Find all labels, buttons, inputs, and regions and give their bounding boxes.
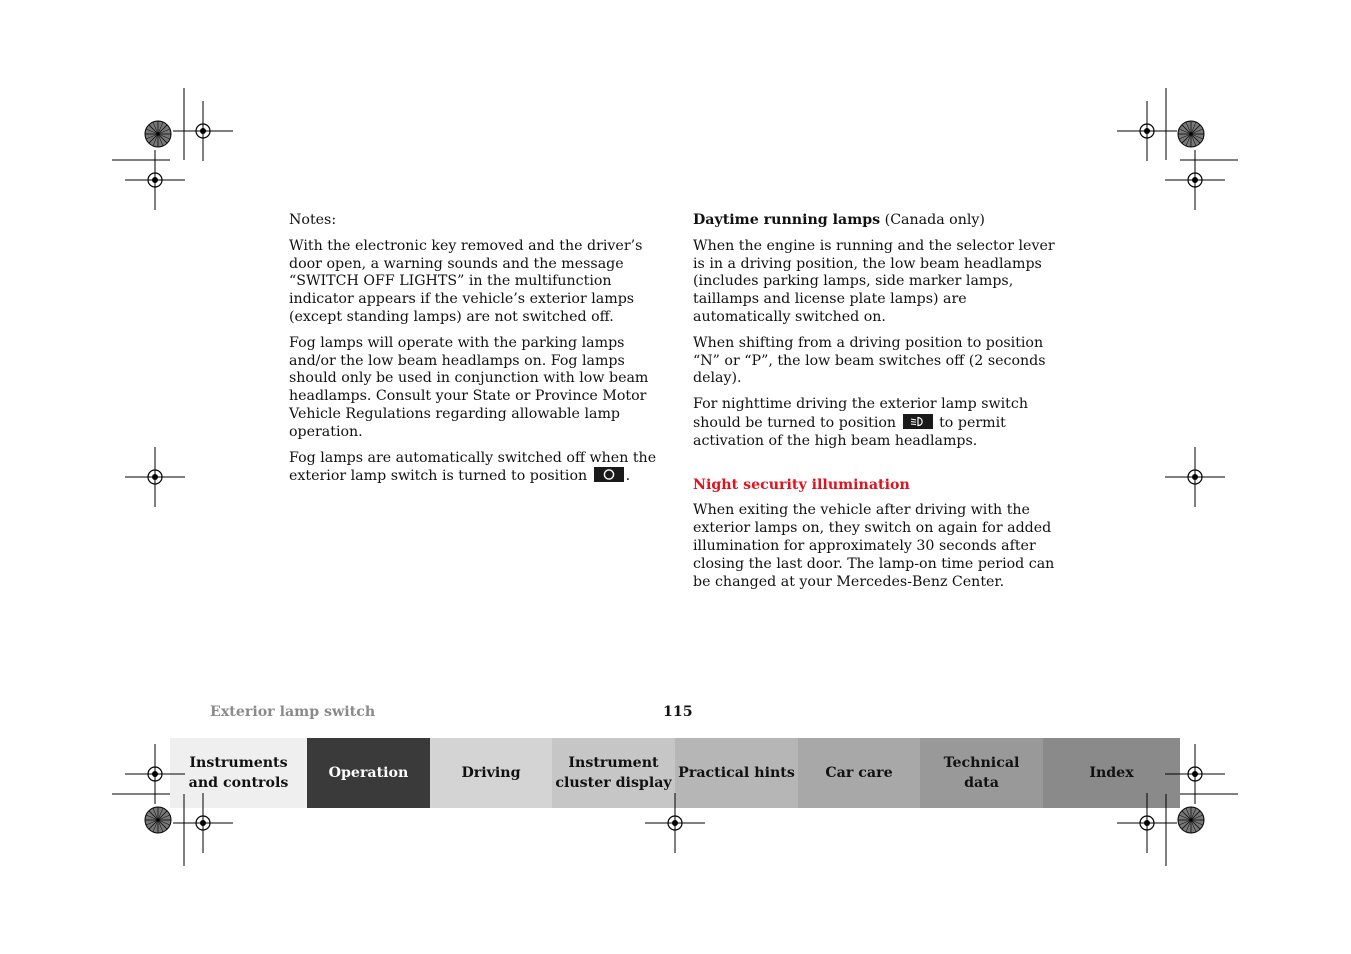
note-fog-lamps-operation: Fog lamps will operate with the parking lamps and/or the low beam headlamps on. Fog lamps should only be used in conjunction with low beam headlamps. Consult your State or Province Motor Vehicle Regulations regarding allowable lamp operation. [289,334,649,440]
drl-shift-description: When shifting from a driving position to position “N” or “P”, the low beam switches off (2 seconds delay). [693,334,1046,387]
drl-nighttime-end: to permit activation of the high beam headlamps. [693,414,1006,449]
drl-nighttime-text: For nighttime driving the exterior lamp switch should be turned to position [693,396,1028,431]
tab-driving[interactable]: Driving [430,738,552,808]
drl-qualifier: (Canada only) [880,212,985,228]
note-fog-lamps-off-end: . [625,468,631,485]
tab-instruments-and-controls[interactable]: Instruments and controls [170,738,307,808]
note-fog-lamps-off-text: Fog lamps are automatically switched off when the exterior lamp switch is turned to position [289,449,657,485]
drl-description: When the engine is running and the selector lever is in a driving position, the low beam headlamps (includes parking lamps, side marker lamps, taillamps and license plate lamps) are automatically switched on. [693,237,1055,325]
section-title: Exterior lamp switch [210,704,376,720]
notes-label: Notes: [289,212,337,228]
tab-operation[interactable]: Operation [307,738,430,808]
page-number: 115 [663,704,693,720]
tab-index[interactable]: Index [1043,738,1180,808]
night-security-heading: Night security illumination [693,476,910,493]
night-security-description: When exiting the vehicle after driving with the exterior lamps on, they switch on again for added illumination for approximately 30 seconds after closing the last door. The lamp-on time period can be changed at your Mercedes-Benz Center. [693,502,1055,590]
tab-practical-hints[interactable]: Practical hints [675,738,798,808]
tab-instrument-cluster-display[interactable]: Instrument cluster display [552,738,675,808]
tab-technical-data[interactable]: Technical data [920,738,1043,808]
tab-car-care[interactable]: Car care [798,738,920,808]
note-key-removed: With the electronic key removed and the driver’s door open, a warning sounds and the message “SWITCH OFF LIGHTS” in the multifunction indicator appears if the vehicle’s exterior lamps (except standing lamps) are not switched off. [289,237,643,325]
drl-heading: Daytime running lamps [693,212,881,228]
